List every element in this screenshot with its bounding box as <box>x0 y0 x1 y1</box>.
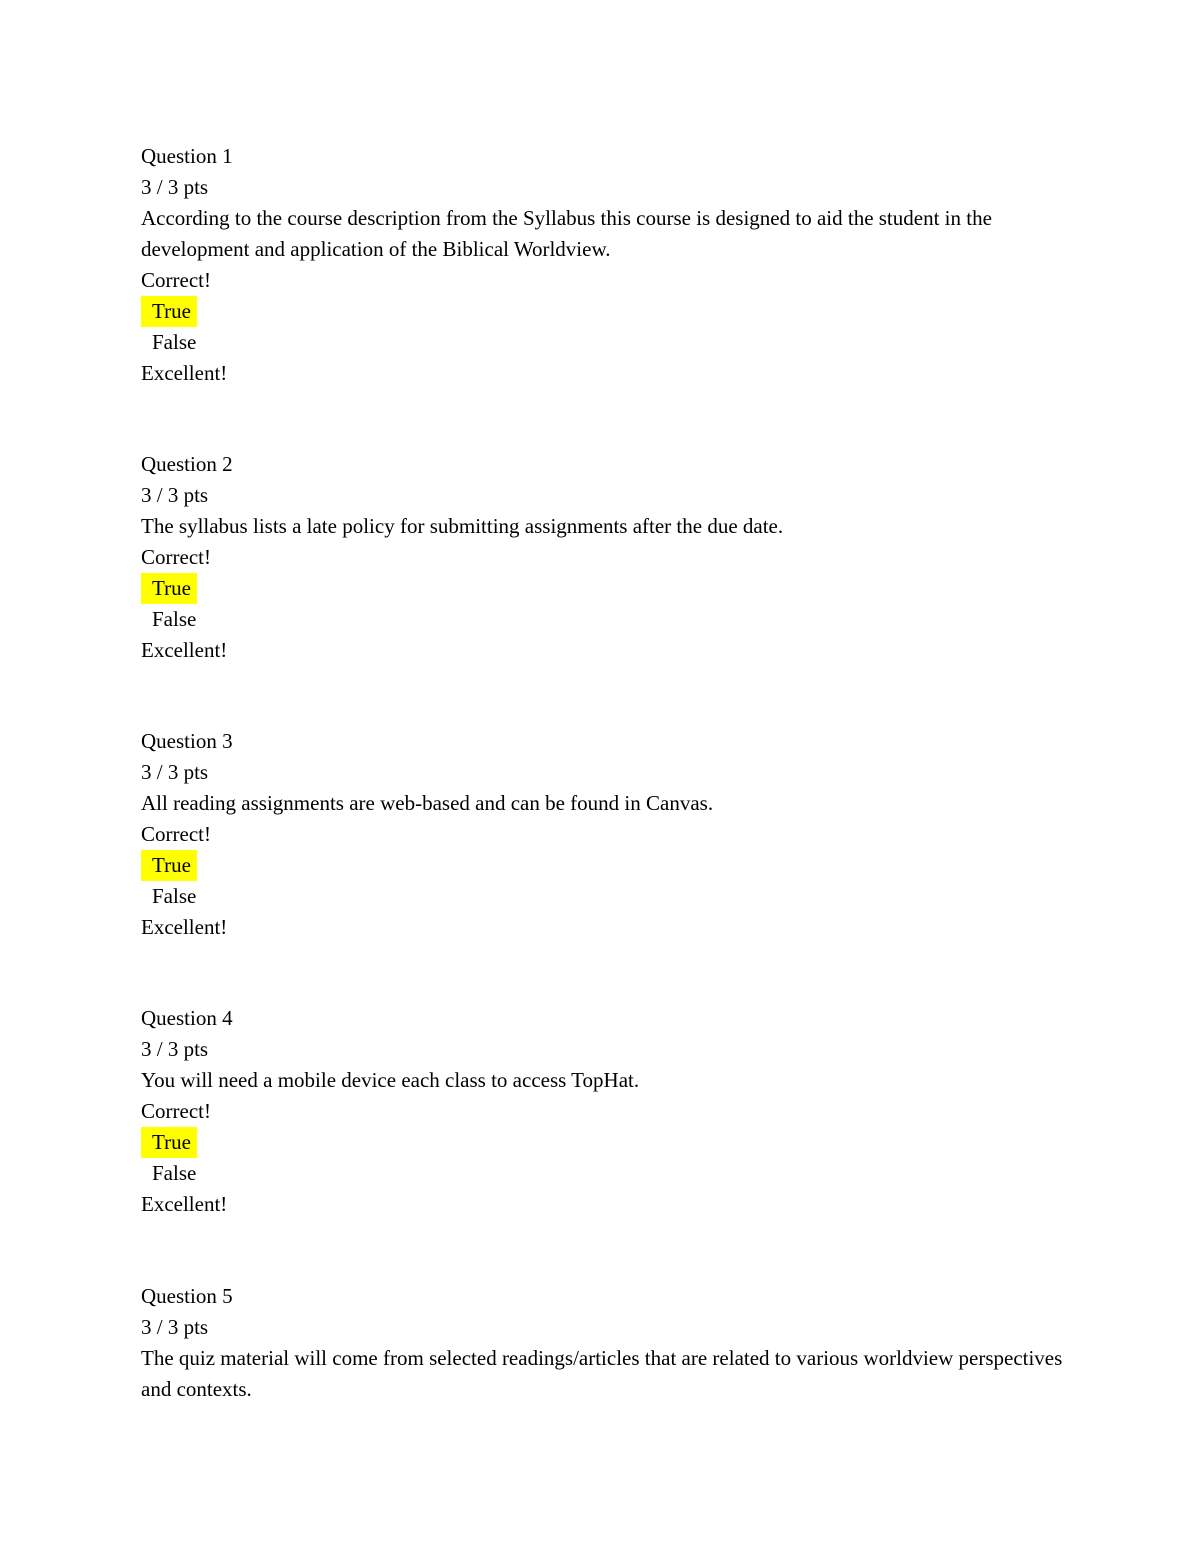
question-block-1 <box>141 141 1081 389</box>
question-text: The syllabus lists a late policy for submitting assignments after the due date. <box>141 514 784 538</box>
answer-feedback: Excellent! <box>141 638 228 662</box>
question-title: Question 5 <box>141 1284 233 1308</box>
answer-feedback: Excellent! <box>141 915 228 939</box>
question-block-2 <box>141 449 1081 666</box>
answer-feedback: Excellent! <box>141 1192 228 1216</box>
answer-option-true: True <box>141 573 197 604</box>
question-text: All reading assignments are web-based and can be found in Canvas. <box>141 791 714 815</box>
answer-option-true: True <box>141 296 197 327</box>
question-title: Question 1 <box>141 144 233 168</box>
answer-option-false: False <box>152 330 197 354</box>
question-text: According to the course description from the Syllabus this course is designed to aid the student in the development and application of the Biblical Worldview. <box>141 206 998 261</box>
question-text: You will need a mobile device each class to access TopHat. <box>141 1068 640 1092</box>
question-title: Question 3 <box>141 729 233 753</box>
question-title: Question 4 <box>141 1006 233 1030</box>
question-points: 3 / 3 pts <box>141 1037 209 1061</box>
answer-status: Correct! <box>141 822 211 846</box>
answer-option-true: True <box>141 850 197 881</box>
answer-option-true: True <box>141 1127 197 1158</box>
answer-option-false: False <box>152 1161 197 1185</box>
answer-option-false: False <box>152 884 197 908</box>
question-title: Question 2 <box>141 452 233 476</box>
answer-option-false: False <box>152 607 197 631</box>
question-points: 3 / 3 pts <box>141 760 209 784</box>
question-points: 3 / 3 pts <box>141 483 209 507</box>
answer-feedback: Excellent! <box>141 361 228 385</box>
question-text: The quiz material will come from selected readings/articles that are related to various worldview perspectives and contexts. <box>141 1346 1068 1401</box>
answer-status: Correct! <box>141 268 211 292</box>
question-block-3 <box>141 726 1081 943</box>
question-points: 3 / 3 pts <box>141 175 209 199</box>
answer-status: Correct! <box>141 545 211 569</box>
question-block-4 <box>141 1003 1081 1220</box>
answer-status: Correct! <box>141 1099 211 1123</box>
question-points: 3 / 3 pts <box>141 1315 209 1339</box>
question-block-5 <box>141 1281 1081 1405</box>
